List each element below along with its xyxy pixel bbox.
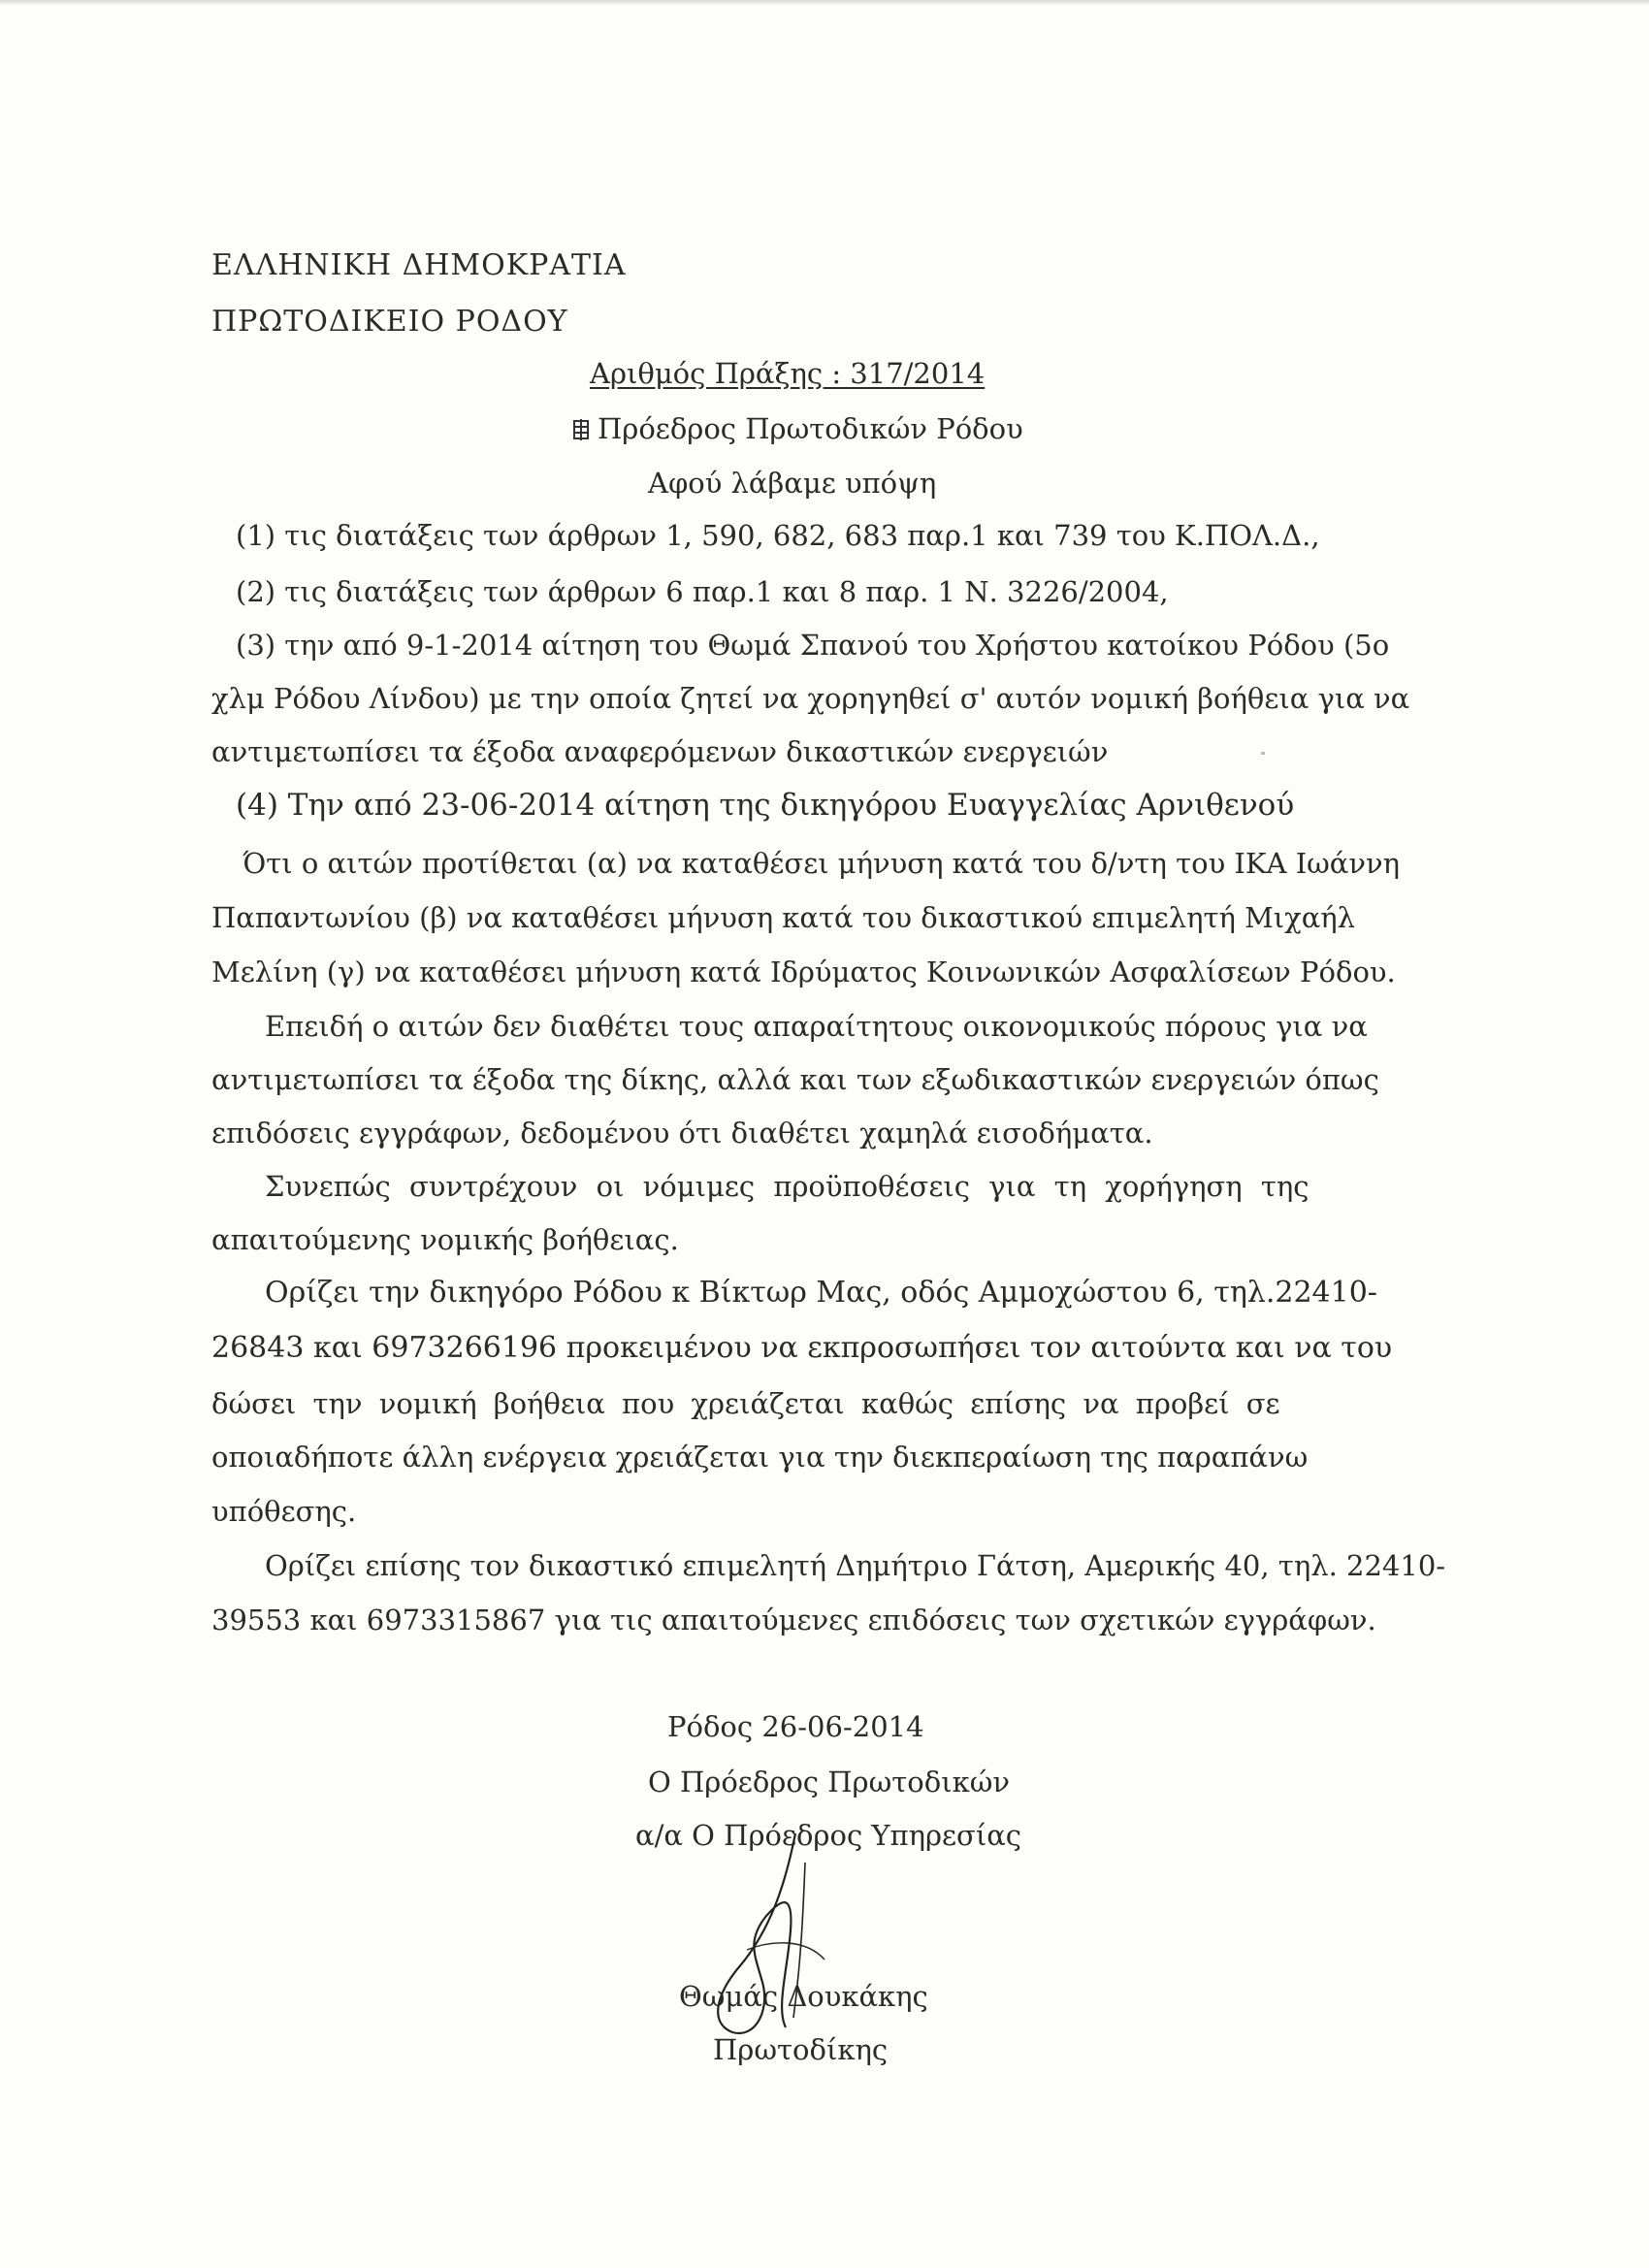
bailiff-line-1: Ορίζει επίσης τον δικαστικό επιμελητή Δημήτριο Γάτση, Αμερικής 40, τηλ. 22410-: [265, 1549, 1446, 1582]
consideration-3-line-1: (3) την από 9-1-2014 αίτηση του Θωμά Σπανού του Χρήστου κατοίκου Ρόδου (5ο: [236, 629, 1390, 662]
authority-text: Πρόεδρος Πρωτοδικών Ρόδου: [598, 412, 1023, 445]
lawyer-line-3: δώσει την νομική βοήθεια που χρειάζεται καθώς επίσης να προβεί σε: [211, 1387, 1280, 1420]
consideration-3-line-2: χλμ Ρόδου Λίνδου) με την οποία ζητεί να χορηγηθεί σ' αυτόν νομική βοήθεια για να: [211, 682, 1410, 715]
scan-speck: [1261, 752, 1265, 755]
consideration-4: (4) Την από 23-06-2014 αίτηση της δικηγόρου Ευαγγελίας Αρνιθενού: [236, 788, 1295, 823]
consideration-2: (2) τις διατάξεις των άρθρων 6 παρ.1 και 8 παρ. 1 Ν. 3226/2004,: [236, 575, 1169, 608]
authority-line: [572, 409, 1023, 448]
signer-name: Θωμάς Δουκάκης: [679, 1980, 928, 2013]
lawyer-line-4: οποιαδήποτε άλλη ενέργεια χρειάζεται για την διεκπεραίωση της παραπάνω: [211, 1441, 1309, 1474]
header-republic: ΕΛΛΗΝΙΚΗ ΔΗΜΟΚΡΑΤΙΑ: [211, 248, 627, 282]
lawyer-line-2: 26843 και 6973266196 προκειμένου να εκπροσωπήσει τον αιτούντα και να του: [211, 1331, 1393, 1365]
purpose-line-1: Ότι ο αιτών προτίθεται (α) να καταθέσει μήνυση κατά του δ/ντη του ΙΚΑ Ιωάννη: [242, 847, 1401, 880]
conditions-line-2: απαιτούμενης νομικής βοήθειας.: [211, 1223, 679, 1256]
conditions-line-1: Συνεπώς συντρέχουν οι νόμιμες προϋποθέσεις για τη χορήγηση της: [265, 1170, 1310, 1203]
consideration-1: (1) τις διατάξεις των άρθρων 1, 590, 682, 683 παρ.1 και 739 του Κ.ΠΟΛ.Δ.,: [236, 519, 1320, 552]
lawyer-line-1: Ορίζει την δικηγόρο Ρόδου κ Βίκτωρ Μας, οδός Αμμοχώστου 6, τηλ.22410-: [265, 1276, 1377, 1310]
intro-line: Αφού λάβαμε υπόψη: [648, 467, 937, 500]
purpose-line-3: Μελίνη (γ) να καταθέσει μήνυση κατά Ιδρύματος Κοινωνικών Ασφαλίσεων Ρόδου.: [211, 956, 1396, 988]
handwritten-signature: [679, 1824, 873, 2057]
scan-edge: [0, 0, 1649, 6]
signatory-title-1: Ο Πρόεδρος Πρωτοδικών: [648, 1766, 1010, 1798]
lawyer-line-5: υπόθεσης.: [211, 1495, 357, 1528]
act-number: Αριθμός Πράξης : 317/2014: [590, 357, 986, 390]
reason-line-3: επιδόσεις εγγράφων, δεδομένου ότι διαθέτει χαμηλά εισοδήματα.: [211, 1117, 1153, 1150]
place-date: Ρόδος 26-06-2014: [667, 1710, 924, 1743]
reason-line-2: αντιμετωπίσει τα έξοδα της δίκης, αλλά και των εξωδικαστικών ενεργειών όπως: [211, 1063, 1379, 1096]
signatory-title-2: α/α Ο Πρόεδρος Υπηρεσίας: [635, 1819, 1022, 1852]
purpose-line-2: Παπαντωνίου (β) να καταθέσει μήνυση κατά του δικαστικού επιμελητή Μιχαήλ: [211, 901, 1356, 934]
reason-line-1: Επειδή ο αιτών δεν διαθέτει τους απαραίτητους οικονομικούς πόρους για να: [265, 1010, 1368, 1043]
signer-role: Πρωτοδίκης: [713, 2033, 889, 2066]
consideration-3-line-3: αντιμετωπίσει τα έξοδα αναφερόμενων δικαστικών ενεργειών: [211, 735, 1109, 768]
court-emblem-icon: [572, 418, 590, 441]
header-court: ΠΡΩΤΟΔΙΚΕΙΟ ΡΟΔΟΥ: [211, 305, 568, 339]
bailiff-line-2: 39553 και 6973315867 για τις απαιτούμενες επιδόσεις των σχετικών εγγράφων.: [211, 1604, 1376, 1636]
